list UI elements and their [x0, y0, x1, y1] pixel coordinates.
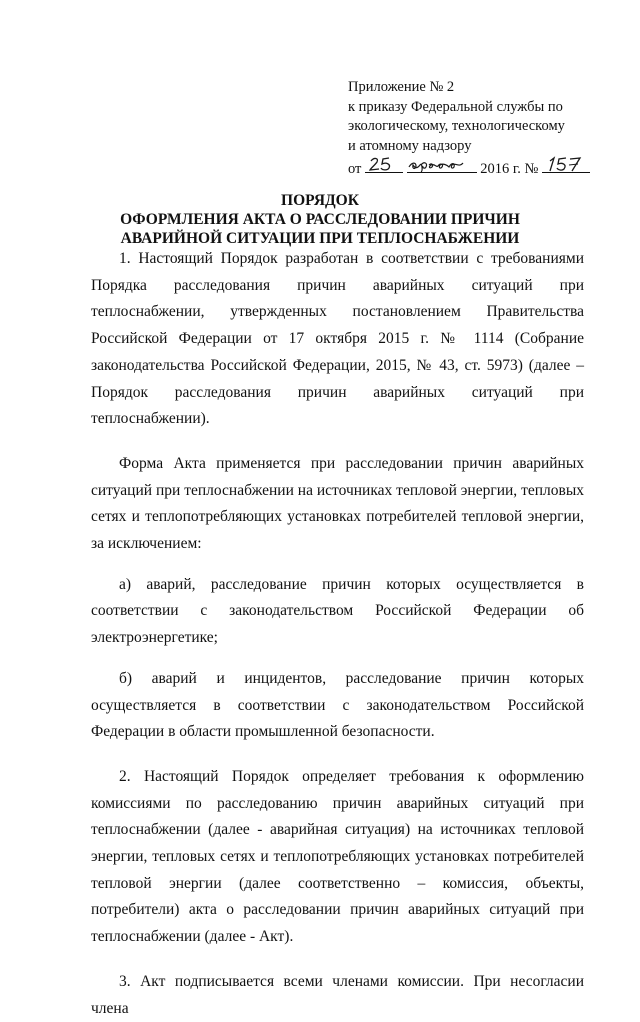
paragraph-5: 2. Настоящий Порядок определяет требования к оформлению комиссиями по расследованию причин аварийных ситуаций при теплоснабжении (далее - аварийная ситуация) на источниках тепловой энергии, тепловых сетях и теплопотребляющих установках потребителей тепловой энергии (далее соответственно – комиссия, объекты, потребители) акта о расследовании причин аварийных ситуаций при теплоснабжении (далее - Акт).	[91, 767, 584, 946]
paragraph-3: а) аварий, расследование причин которых осуществляется в соответствии с законодательством Российской Федерации об электроэнергетике;	[91, 575, 584, 647]
document-title	[60, 191, 580, 248]
title-line-2: ОФОРМЛЕНИЯ АКТА О РАССЛЕДОВАНИИ ПРИЧИН	[120, 211, 520, 228]
date-year-text: 2016 г. №	[480, 161, 539, 177]
handwritten-month	[407, 156, 477, 173]
handwritten-day-signature-icon	[365, 156, 403, 172]
handwritten-month-signature-icon	[407, 156, 477, 172]
annex-supervision-line: и атомному надзору	[348, 137, 472, 154]
annex-service-line: экологическому, технологическому	[348, 118, 565, 134]
paragraph-2: Форма Акта применяется при расследовании причин аварийных ситуаций при теплоснабжении на источниках тепловой энергии, тепловых сетях и теплопотребляющих установках потребителей тепловой энергии, за исключением:	[91, 454, 584, 553]
annex-date-line	[348, 156, 623, 180]
annex-order-line: к приказу Федеральной службы по	[348, 98, 563, 115]
handwritten-number	[542, 156, 590, 173]
annex-number: Приложение № 2	[348, 79, 455, 95]
title-line-3: АВАРИЙНОЙ СИТУАЦИИ ПРИ ТЕПЛОСНАБЖЕНИИ	[120, 230, 520, 247]
paragraph-4: б) аварий и инцидентов, расследование причин которых осуществляется в соответствии с законодательством Российской Федерации в области промышленной безопасности.	[91, 669, 584, 741]
handwritten-day	[365, 156, 403, 173]
handwritten-number-signature-icon	[542, 156, 590, 172]
paragraph-1: 1. Настоящий Порядок разработан в соответствии с требованиями Порядка расследования причин аварийных ситуаций при теплоснабжении, утвержденных постановлением Правительства Российской Федерации от 17 октября 2015 г. № 1114 (Собрание законодательства Российской Федерации, 2015, № 43, ст. 5973) (далее – Порядок расследования причин аварийных ситуаций при теплоснабжении).	[91, 250, 584, 428]
title-line-1: ПОРЯДОК	[281, 192, 359, 209]
annex-header	[348, 78, 623, 180]
paragraph-6: 3. Акт подписывается всеми членами комиссии. При несогласии члена	[91, 972, 584, 1017]
document-body	[91, 246, 584, 1022]
date-from-label: от	[348, 161, 362, 177]
